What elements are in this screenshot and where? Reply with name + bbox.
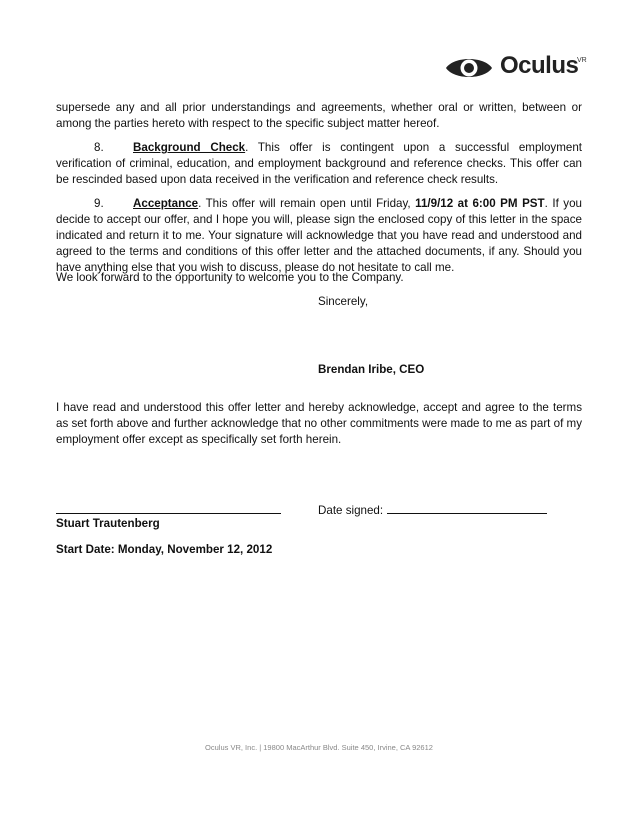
intro-paragraph: supersede any and all prior understandings and agreements, whether oral or written, between or among the parties hereto with respect to the specific subject matter hereof.	[56, 101, 582, 130]
date-signed-label: Date signed:	[318, 504, 384, 517]
logo-vr-mark: VR	[577, 57, 587, 64]
paragraph-8-heading: Background Check	[133, 141, 246, 154]
employee-signature-line	[56, 513, 281, 514]
date-signed-row	[318, 502, 547, 519]
logo-wordmark: Oculus	[500, 52, 579, 79]
paragraph-8-text: . This offer is contingent upon a successful employment verification of criminal, education, and employment background and reference checks. This offer can be rescinded based upon data received in the verification and reference check results.	[56, 141, 582, 186]
signer-name: Brendan Iribe, CEO	[318, 363, 425, 376]
start-date: Start Date: Monday, November 12, 2012	[56, 543, 273, 556]
acknowledgement-paragraph: I have read and understood this offer letter and hereby acknowledge, accept and agree to the terms as set forth above and further acknowledge that no other commitments were made to me as part of my employment offer except as specifically set forth herein.	[56, 401, 582, 446]
employee-name: Stuart Trautenberg	[56, 517, 160, 530]
date-signed-line	[387, 502, 547, 514]
paragraph-9-acceptance	[56, 196, 582, 276]
paragraph-8-number: 8.	[94, 141, 104, 154]
oculus-eye-icon	[444, 53, 494, 83]
oculus-logo	[444, 52, 594, 86]
welcome-paragraph: We look forward to the opportunity to welcome you to the Company.	[56, 271, 404, 284]
paragraph-9-deadline: 11/9/12 at 6:00 PM PST	[415, 197, 545, 210]
paragraph-9-number: 9.	[94, 197, 104, 210]
paragraph-9-text-2: . If you decide to accept our offer, and I hope you will, please sign the enclosed copy of this letter in the space indicated and return it to me. Your signature will acknowledge that you have read and understood and agreed to the terms and conditions of this offer letter and the attached documents, if any. Should you have anything else that you wish to discuss, please do not hesitate to call me.	[56, 197, 582, 274]
paragraph-8-background-check	[56, 140, 582, 188]
page-footer: Oculus VR, Inc. | 19800 MacArthur Blvd. Suite 450, Irvine, CA 92612	[205, 743, 433, 752]
closing-salutation: Sincerely,	[318, 295, 369, 308]
paragraph-9-heading: Acceptance	[133, 197, 199, 210]
paragraph-9-text-1: . This offer will remain open until Friday,	[198, 197, 416, 210]
